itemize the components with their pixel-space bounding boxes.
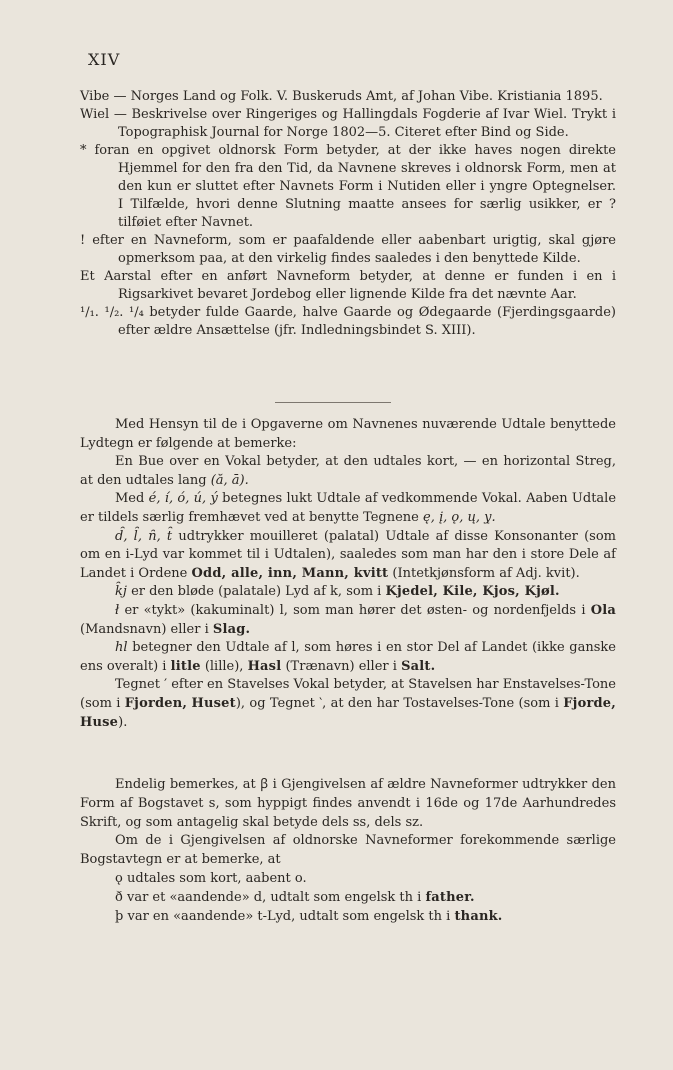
page-number: XIV bbox=[88, 50, 121, 69]
tone-paragraph: Tegnet ′ efter en Stavelses Vokal betyder, at Stavelsen har Enstavelses-Tone (som i Fjorden, Huset), og Tegnet ‵, at den har Tostavelses-Tone (som i Fjorde, Huse). bbox=[80, 677, 616, 730]
o-ogonek-line: ǫ udtales som kort, aabent o. bbox=[115, 870, 307, 886]
bue-paragraph: En Bue over en Vokal betyder, at den udtales kort, — en horizontal Streg, at den udtales lang (ă, ā). bbox=[80, 454, 616, 488]
palatal-paragraph: d̑, l̑, n̑, t̑ udtrykker mouilleret (palatal) Udtale af disse Konsonanter (som om en i-Lyd var kommet til i Udtalen), saaledes som man har den i store Dele af Landet i Ordene Odd, alle, inn, Mann, kvitt (Intetkjønsform af Adj. kvit). bbox=[80, 528, 616, 581]
abbreviation-entry: ! efter en Navneform, som er paafaldende eller aabenbart urigtig, skal gjøre opmerksom paa, at den virkelig findes saaledes i den benyttede Kilde. bbox=[80, 233, 616, 266]
eth-line: ð var et «aandende» d, udtalt som engelsk th i father. bbox=[115, 889, 475, 905]
abbreviation-entry: Et Aarstal efter en anført Navneform betyder, at denne er funden i en i Rigsarkivet bevaret Jordebog eller lignende Kilde fra det nævnte Aar. bbox=[80, 269, 616, 302]
abbreviation-entry: Wiel — Beskrivelse over Ringeriges og Hallingdals Fogderie af Ivar Wiel. Trykt i Topographisk Journal for Norge 1802—5. Citeret efter Bind og Side. bbox=[80, 107, 616, 140]
abbreviation-entry: * foran en opgivet oldnorsk Form betyder, at der ikke haves nogen direkte Hjemmel for den fra den Tid, da Navnene skreves i oldnorsk Form, men at den kun er sluttet efter Navnets Form i Nutiden eller i yngre Optegnelser. I Tilfælde, hvori denne Slutning maatte ansees for særlig usikker, er ? tilføiet efter Navnet. bbox=[80, 143, 616, 230]
long-s-paragraph: Endelig bemerkes, at ꞵ i Gjengivelsen af ældre Navneformer udtrykker den Form af Bogstavet s, som hyppigt findes anvendt i 16de og 17de Aarhundredes Skrift, og som antagelig skal betyde dels ss, dels sz. bbox=[80, 777, 616, 830]
letter-notes bbox=[80, 776, 616, 926]
kj-paragraph: k̑j er den bløde (palatale) Lyd af k, som i Kjedel, Kile, Kjos, Kjøl. bbox=[115, 584, 560, 600]
section-divider bbox=[275, 402, 391, 403]
accent-paragraph: Med é, í, ó, ú, ý betegnes lukt Udtale af vedkommende Vokal. Aaben Udtale er tildels særlig fremhævet ved at benytte Tegnene ę, į, ǫ, ų, y̨. bbox=[80, 491, 617, 525]
thorn-line: þ var en «aandende» t-Lyd, udtalt som engelsk th i thank. bbox=[115, 908, 503, 924]
tykt-l-paragraph: ł er «tykt» (kakuminalt) l, som man hører det østen- og nordenfjelds i Ola (Mandsnavn) eller i Slag. bbox=[80, 602, 617, 637]
oldnorse-intro: Om de i Gjengivelsen af oldnorske Navneformer forekommende særlige Bogstavtegn er at bemerke, at bbox=[80, 833, 616, 868]
intro-paragraph: Med Hensyn til de i Opgaverne om Navnenes nuværende Udtale benyttede Lydtegn er følgende at bemerke: bbox=[80, 417, 616, 451]
abbreviation-list bbox=[80, 88, 616, 340]
hl-paragraph: hl betegner den Udtale af l, som høres i en stor Del af Landet (ikke ganske ens overalt) i litle (lille), Hasl (Trænavn) eller i Salt. bbox=[80, 640, 616, 674]
phonetic-notes bbox=[80, 416, 616, 732]
abbreviation-entry: Vibe — Norges Land og Folk. V. Buskeruds Amt, af Johan Vibe. Kristiania 1895. bbox=[80, 89, 603, 104]
abbreviation-entry: ¹/₁. ¹/₂. ¹/₄ betyder fulde Gaarde, halve Gaarde og Ødegaarde (Fjerdingsgaarde) efter ældre Ansættelse (jfr. Indledningsbindet S. XIII). bbox=[80, 305, 616, 338]
